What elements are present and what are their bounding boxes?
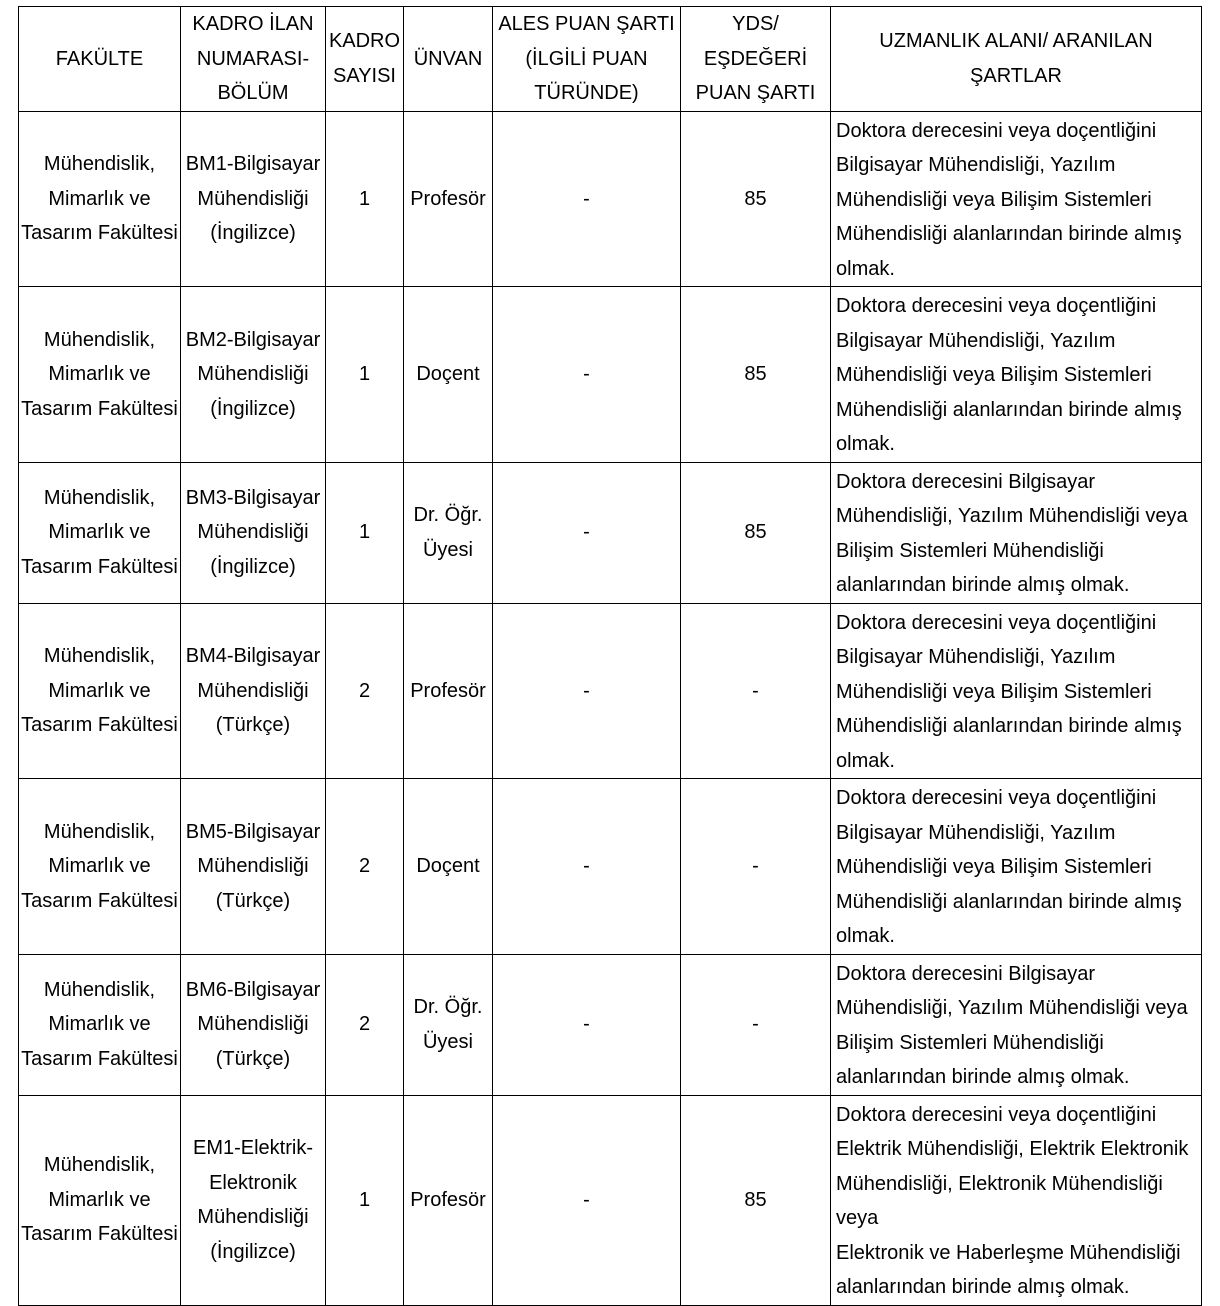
cell-unvan-line: Doçent <box>416 855 480 877</box>
cell-yds <box>681 954 831 1095</box>
cell-ales <box>493 779 681 955</box>
cell-unvan <box>404 603 493 779</box>
cell-fakulte-line: Tasarım Fakültesi <box>21 222 178 244</box>
cell-unvan <box>404 111 493 287</box>
cell-sartlar-line: Mühendisliği alanlarından birinde almış <box>836 715 1182 737</box>
cell-unvan-line: Dr. Öğr. <box>413 504 483 526</box>
cell-bolum-line: (İngilizce) <box>210 555 296 578</box>
cell-sartlar-line: Doktora derecesini Bilgisayar <box>836 470 1096 493</box>
cell-kadro-sayisi <box>326 779 404 955</box>
cell-unvan-line: Üyesi <box>422 538 473 561</box>
table-body <box>19 111 1202 1305</box>
cell-bolum-line: BM1-Bilgisayar <box>185 153 321 175</box>
cell-sartlar-line: Doktora derecesini veya doçentliğini <box>836 1103 1157 1126</box>
cell-sartlar-line: Doktora derecesini veya doçentliğini <box>836 611 1157 634</box>
cell-unvan <box>404 287 493 463</box>
cell-fakulte <box>19 1095 181 1305</box>
document-page <box>18 6 1202 1306</box>
cell-bolum-line: Mühendisliği <box>197 363 309 385</box>
cell-unvan-line: Üyesi <box>422 1030 473 1053</box>
cell-bolum-line: Mühendisliği <box>197 1013 309 1036</box>
cell-sartlar-line: Doktora derecesini Bilgisayar <box>836 962 1096 985</box>
cell-sartlar-line: Bilgisayar Mühendisliği, Yazılım <box>836 154 1116 176</box>
cell-bolum <box>181 111 326 287</box>
cell-sartlar-line: Bilgisayar Mühendisliği, Yazılım <box>836 329 1116 352</box>
cell-bolum-line: (İngilizce) <box>210 1240 296 1263</box>
cell-sartlar-line: alanlarından birinde almış olmak. <box>836 1066 1130 1088</box>
cell-fakulte-line: Tasarım Fakültesi <box>21 397 178 420</box>
cell-ales-value: - <box>583 187 590 210</box>
cell-bolum-line: (İngilizce) <box>210 397 296 420</box>
cell-ales <box>493 954 681 1095</box>
cell-sartlar-line: Elektrik Mühendisliği, Elektrik Elektronik <box>836 1138 1189 1160</box>
cell-sartlar-line: Bilgisayar Mühendisliği, Yazılım <box>836 646 1116 668</box>
cell-yds <box>681 603 831 779</box>
header-fakulte: FAKÜLTE <box>19 7 181 112</box>
cell-bolum-line: BM2-Bilgisayar <box>185 328 321 351</box>
cell-fakulte-line: Mimarlık ve <box>48 1013 151 1036</box>
cell-bolum-line: (Türkçe) <box>215 889 291 912</box>
cell-ales <box>493 462 681 603</box>
cell-sartlar <box>831 603 1202 779</box>
cell-bolum-line: Mühendisliği <box>197 1206 309 1228</box>
cell-sartlar-line: Mühendisliği, Elektronik Mühendisliği veya <box>836 1172 1163 1229</box>
cell-kadro-sayisi-value: 2 <box>358 855 371 877</box>
cell-sartlar <box>831 1095 1202 1305</box>
table-row <box>19 954 1202 1095</box>
cell-yds <box>681 287 831 463</box>
cell-unvan-line: Profesör <box>410 1188 486 1211</box>
header-kadro-sayisi: KADRO SAYISI <box>326 7 404 112</box>
cell-fakulte <box>19 462 181 603</box>
cell-bolum <box>181 603 326 779</box>
cell-yds <box>681 1095 831 1305</box>
cell-fakulte-line: Mimarlık ve <box>48 1188 151 1211</box>
cell-bolum-line: EM1-Elektrik- <box>192 1137 313 1159</box>
cell-bolum <box>181 954 326 1095</box>
cell-kadro-sayisi-value: 2 <box>358 679 371 702</box>
cell-bolum-line: Mühendisliği <box>197 521 309 544</box>
cell-kadro-sayisi-value: 1 <box>358 521 371 544</box>
cell-unvan <box>404 779 493 955</box>
table-row <box>19 462 1202 603</box>
cell-ales-value: - <box>583 363 590 385</box>
cell-ales <box>493 1095 681 1305</box>
cell-sartlar-line: Mühendisliği veya Bilişim Sistemleri <box>836 364 1152 386</box>
cell-fakulte-line: Tasarım Fakültesi <box>21 555 178 578</box>
cell-yds-value: 85 <box>744 1188 767 1211</box>
cell-sartlar <box>831 111 1202 287</box>
table-row <box>19 603 1202 779</box>
header-unvan: ÜNVAN <box>404 7 493 112</box>
cell-fakulte-line: Tasarım Fakültesi <box>21 714 178 736</box>
cell-fakulte-line: Mühendislik, <box>43 1154 156 1177</box>
cell-ales-value: - <box>583 855 590 877</box>
cell-bolum-line: BM5-Bilgisayar <box>185 820 321 843</box>
cell-sartlar-line: Mühendisliği veya Bilişim Sistemleri <box>836 680 1152 703</box>
cell-yds <box>681 462 831 603</box>
cell-kadro-sayisi-value: 1 <box>358 363 371 385</box>
header-row <box>19 7 1202 112</box>
cell-yds <box>681 111 831 287</box>
cell-unvan-line: Doçent <box>416 363 480 385</box>
cell-fakulte-line: Mimarlık ve <box>48 855 151 877</box>
cell-yds-value: - <box>752 1013 759 1036</box>
cell-sartlar-line: Mühendisliği alanlarından birinde almış <box>836 890 1182 913</box>
cell-sartlar-line: Mühendisliği veya Bilişim Sistemleri <box>836 188 1152 211</box>
cell-sartlar <box>831 954 1202 1095</box>
cell-sartlar-line: olmak. <box>836 433 895 455</box>
header-yds: YDS/ EŞDEĞERİ PUAN ŞARTI <box>681 7 831 112</box>
cell-sartlar-line: Doktora derecesini veya doçentliğini <box>836 295 1157 317</box>
cell-kadro-sayisi-value: 1 <box>358 187 371 210</box>
cell-bolum-line: BM3-Bilgisayar <box>185 486 321 509</box>
cell-kadro-sayisi <box>326 111 404 287</box>
cell-ales-value: - <box>583 521 590 544</box>
cell-sartlar-line: Elektronik ve Haberleşme Mühendisliği <box>836 1241 1181 1264</box>
cell-unvan <box>404 1095 493 1305</box>
cell-fakulte-line: Tasarım Fakültesi <box>21 1223 178 1246</box>
cell-sartlar-line: Mühendisliği, Yazılım Mühendisliği veya <box>836 997 1188 1019</box>
cell-sartlar-line: Mühendisliği, Yazılım Mühendisliği veya <box>836 505 1188 527</box>
cell-yds-value: - <box>752 855 759 877</box>
cell-fakulte <box>19 954 181 1095</box>
cell-kadro-sayisi-value: 1 <box>358 1188 371 1211</box>
cell-kadro-sayisi <box>326 603 404 779</box>
cell-fakulte <box>19 287 181 463</box>
cell-fakulte-line: Mühendislik, <box>43 486 156 509</box>
cell-unvan-line: Profesör <box>410 187 486 210</box>
cell-unvan <box>404 954 493 1095</box>
cell-fakulte-line: Mimarlık ve <box>48 679 151 702</box>
cell-fakulte-line: Mühendislik, <box>43 153 156 175</box>
cell-ales-value: - <box>583 1013 590 1036</box>
cell-bolum <box>181 1095 326 1305</box>
cell-sartlar-line: Mühendisliği veya Bilişim Sistemleri <box>836 856 1152 878</box>
cell-fakulte-line: Mühendislik, <box>43 978 156 1001</box>
cell-kadro-sayisi <box>326 1095 404 1305</box>
cell-yds-value: - <box>752 679 759 702</box>
cell-sartlar <box>831 462 1202 603</box>
cell-bolum <box>181 462 326 603</box>
cell-sartlar-line: Doktora derecesini veya doçentliğini <box>836 787 1157 809</box>
header-ales: ALES PUAN ŞARTI (İLGİLİ PUAN TÜRÜNDE) <box>493 7 681 112</box>
cell-ales <box>493 603 681 779</box>
cell-bolum-line: Mühendisliği <box>197 855 309 877</box>
cell-bolum <box>181 287 326 463</box>
cell-sartlar-line: olmak. <box>836 749 895 772</box>
cell-sartlar-line: Mühendisliği alanlarından birinde almış <box>836 398 1182 421</box>
cell-bolum-line: (Türkçe) <box>215 714 291 736</box>
cell-unvan-line: Profesör <box>410 679 486 702</box>
cell-ales <box>493 287 681 463</box>
cell-sartlar-line: Bilişim Sistemleri Mühendisliği <box>836 539 1104 562</box>
cell-ales <box>493 111 681 287</box>
cell-kadro-sayisi-value: 2 <box>358 1013 371 1036</box>
cell-fakulte-line: Tasarım Fakültesi <box>21 1047 178 1070</box>
cell-yds-value: 85 <box>744 187 767 210</box>
table-row <box>19 111 1202 287</box>
header-uzmanlik: UZMANLIK ALANI/ ARANILAN ŞARTLAR <box>831 7 1202 112</box>
cell-kadro-sayisi <box>326 287 404 463</box>
cell-sartlar-line: alanlarından birinde almış olmak. <box>836 574 1130 596</box>
cell-bolum-line: (Türkçe) <box>215 1047 291 1070</box>
cell-sartlar-line: alanlarından birinde almış olmak. <box>836 1276 1130 1298</box>
table-row <box>19 779 1202 955</box>
cell-fakulte-line: Tasarım Fakültesi <box>21 889 178 912</box>
cell-fakulte-line: Mühendislik, <box>43 645 156 667</box>
cell-sartlar-line: Bilişim Sistemleri Mühendisliği <box>836 1031 1104 1054</box>
cell-ales-value: - <box>583 1188 590 1211</box>
cell-bolum-line: Mühendisliği <box>197 187 309 210</box>
header-kadro-ilan: KADRO İLAN NUMARASI- BÖLÜM <box>181 7 326 112</box>
cell-yds-value: 85 <box>744 363 767 385</box>
table-row <box>19 287 1202 463</box>
cell-bolum-line: Mühendisliği <box>197 679 309 702</box>
cell-ales-value: - <box>583 679 590 702</box>
cell-bolum <box>181 779 326 955</box>
cell-sartlar <box>831 779 1202 955</box>
cell-bolum-line: BM6-Bilgisayar <box>185 978 321 1001</box>
cell-kadro-sayisi <box>326 954 404 1095</box>
cell-sartlar-line: Doktora derecesini veya doçentliğini <box>836 119 1157 142</box>
cell-unvan-line: Dr. Öğr. <box>413 996 483 1018</box>
cell-fakulte-line: Mimarlık ve <box>48 187 151 210</box>
cell-fakulte <box>19 111 181 287</box>
table-row <box>19 1095 1202 1305</box>
cell-fakulte <box>19 603 181 779</box>
cell-bolum-line: Elektronik <box>209 1171 297 1194</box>
cell-sartlar-line: Bilgisayar Mühendisliği, Yazılım <box>836 821 1116 844</box>
cell-fakulte-line: Mühendislik, <box>43 820 156 843</box>
cell-fakulte <box>19 779 181 955</box>
cell-yds-value: 85 <box>744 521 767 544</box>
cell-fakulte-line: Mimarlık ve <box>48 363 151 385</box>
cell-sartlar-line: olmak. <box>836 257 895 280</box>
cell-yds <box>681 779 831 955</box>
cell-fakulte-line: Mühendislik, <box>43 328 156 351</box>
cell-sartlar-line: Mühendisliği alanlarından birinde almış <box>836 223 1182 245</box>
cell-bolum-line: BM4-Bilgisayar <box>185 645 321 667</box>
cell-sartlar <box>831 287 1202 463</box>
cell-unvan <box>404 462 493 603</box>
cell-kadro-sayisi <box>326 462 404 603</box>
cell-fakulte-line: Mimarlık ve <box>48 521 151 544</box>
cell-bolum-line: (İngilizce) <box>210 222 296 244</box>
kadro-table <box>18 6 1202 1306</box>
cell-sartlar-line: olmak. <box>836 925 895 947</box>
